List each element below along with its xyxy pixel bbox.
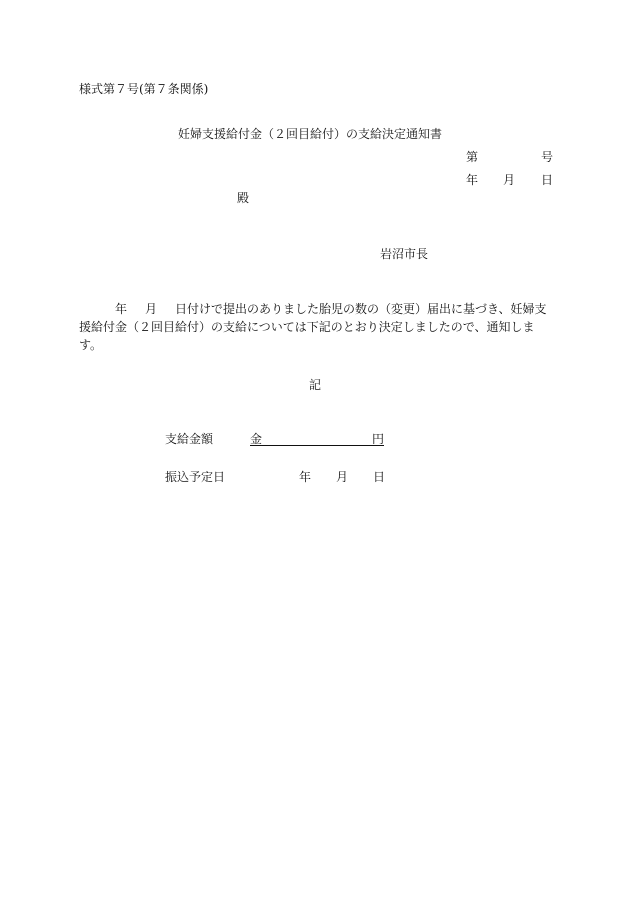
date-year-label: 年 (466, 173, 479, 187)
doc-number-prefix: 第 (466, 150, 479, 164)
body-year-label: 年 (115, 302, 128, 316)
body-month-label: 月 (145, 302, 158, 316)
transfer-day-label: 日 (373, 470, 386, 484)
addressee-honorific: 殿 (237, 191, 250, 205)
body-paragraph (79, 300, 553, 354)
body-text: 日付けで提出のありました胎児の数の（変更）届出に基づき、妊婦支援給付金（２回目給付）の支給については下記のとおり決定しましたので、通知します。 (79, 302, 547, 352)
amount-prefix: 金 (250, 432, 263, 446)
date-day-label: 日 (541, 173, 554, 187)
amount-label: 支給金額 (165, 432, 214, 446)
document-title: 妊婦支援給付金（２回目給付）の支給決定通知書 (178, 127, 443, 141)
issuer-name: 岩沼市長 (380, 247, 429, 261)
doc-number-suffix: 号 (541, 150, 554, 164)
form-label: 様式第７号(第７条関係) (79, 82, 209, 96)
ki-heading: 記 (309, 378, 322, 392)
transfer-date-label: 振込予定日 (165, 470, 226, 484)
amount-unit: 円 (372, 432, 385, 446)
date-month-label: 月 (503, 173, 516, 187)
transfer-month-label: 月 (336, 470, 349, 484)
amount-underline (250, 445, 384, 446)
transfer-year-label: 年 (299, 470, 312, 484)
